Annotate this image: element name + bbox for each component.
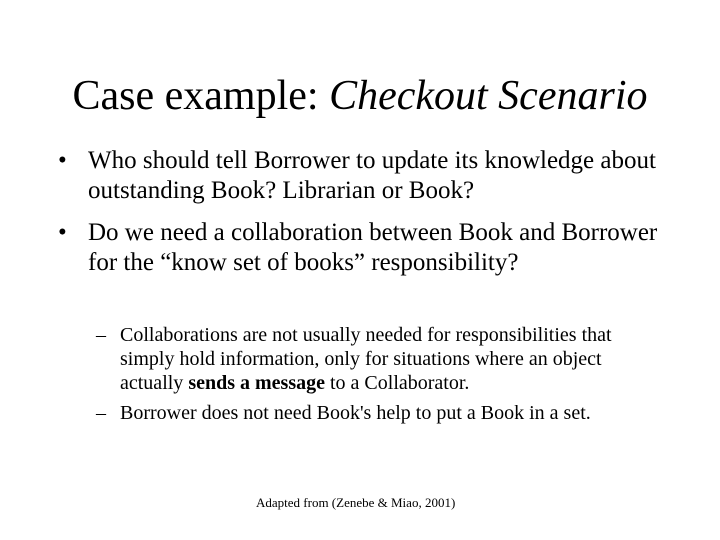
bullet-text: Who should tell Borrower to update its knowledge about outstanding Book? Librarian or Book? — [88, 147, 656, 204]
title-plain: Case example: — [72, 73, 330, 119]
sub-bullet-marker: – — [96, 402, 106, 424]
sub-bullet-item — [96, 323, 656, 395]
bullet-item — [52, 218, 692, 278]
sub-bullet-text-after: to a Collaborator. — [324, 372, 470, 394]
bullet-item — [52, 146, 692, 206]
sub-bullet-text-before: Borrower does not need Book's help to put a Book in a set. — [120, 402, 591, 424]
bullet-marker: • — [58, 147, 67, 174]
slide-title — [0, 68, 720, 124]
source-credit: Adapted from (Zenebe & Miao, 2001) — [256, 495, 456, 510]
bullet-list — [52, 146, 692, 290]
sub-bullet-list — [96, 323, 656, 431]
sub-bullet-item — [96, 401, 656, 425]
title-italic: Checkout Scenario — [329, 73, 648, 119]
bullet-text: Do we need a collaboration between Book and Borrower for the “know set of books” responsibility? — [88, 219, 658, 276]
sub-bullet-emphasis: sends a message — [188, 372, 325, 394]
bullet-marker: • — [58, 219, 67, 246]
sub-bullet-marker: – — [96, 324, 106, 346]
sub-bullet-text-before: Collaborations are not usually needed for responsibilities that simply hold information, only for situations where an object actually — [120, 324, 612, 394]
